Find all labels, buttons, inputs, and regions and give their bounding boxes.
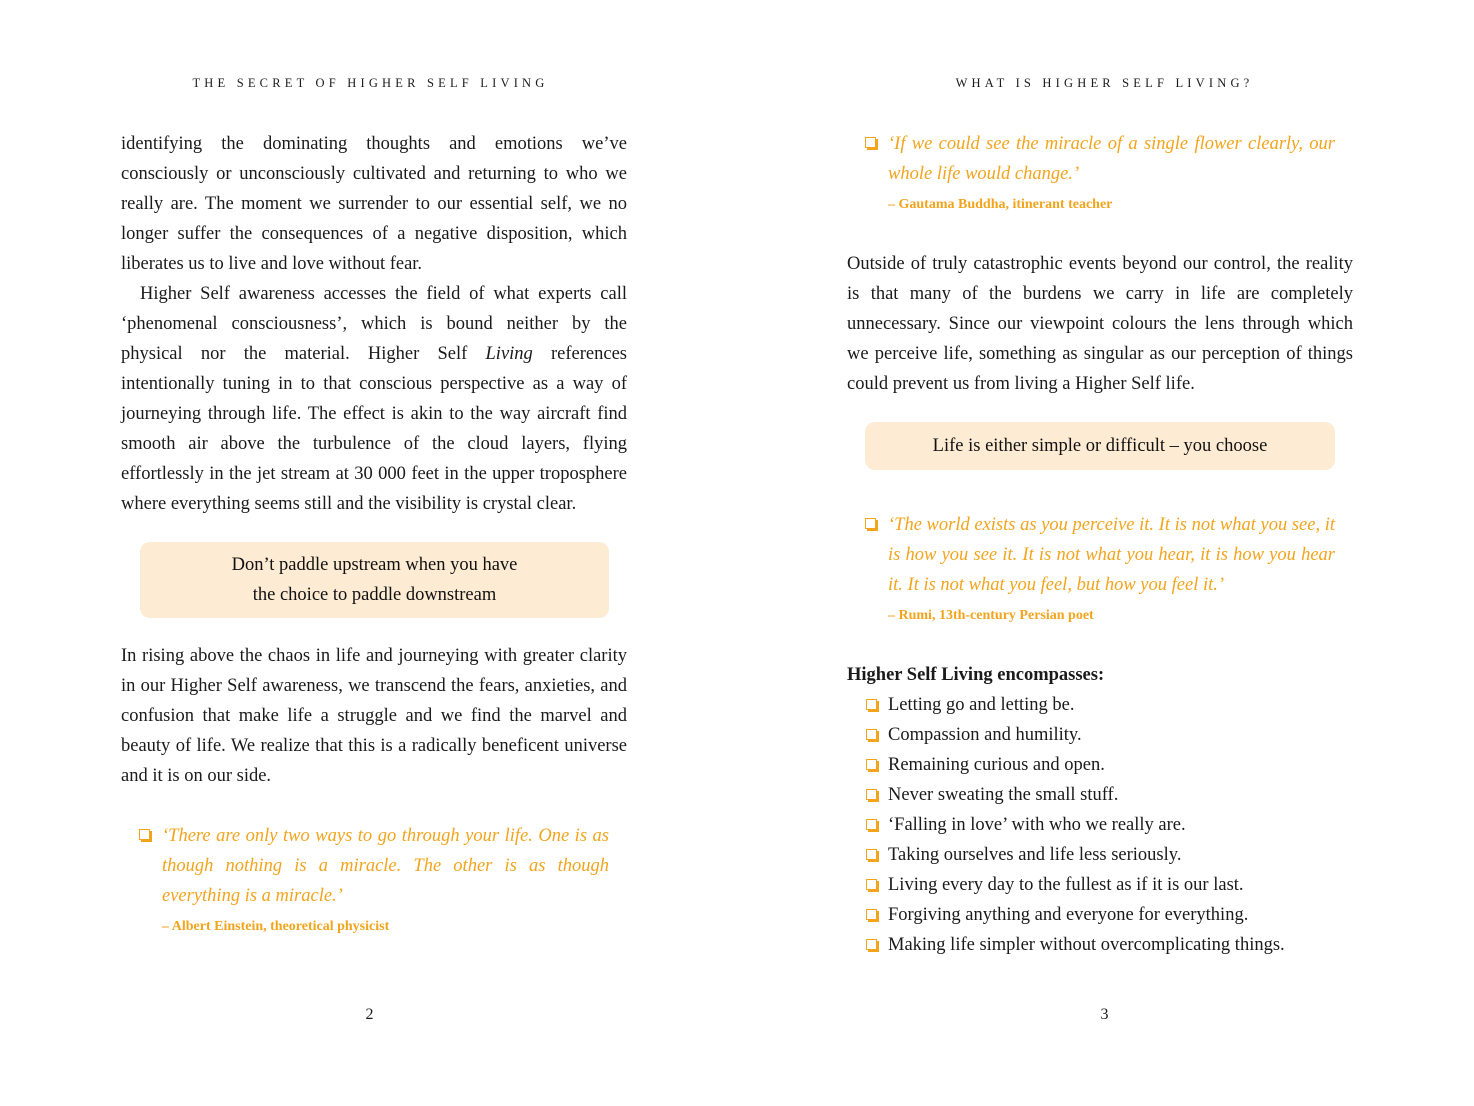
checkbox-icon <box>866 759 877 770</box>
list-item-text: Compassion and humility. <box>888 725 1082 745</box>
running-head: THE SECRET OF HIGHER SELF LIVING <box>192 76 549 90</box>
checkbox-icon <box>866 849 877 860</box>
list-item-text: Forgiving anything and everyone for everything. <box>888 905 1249 925</box>
quote-block <box>121 821 627 937</box>
list-item <box>847 780 1353 810</box>
callout-line: the choice to paddle downstream <box>252 585 497 605</box>
callout-line: Don’t paddle upstream when you have <box>231 555 518 575</box>
paragraph: In rising above the chaos in life and journeying with greater clarity in our Higher Self awareness, we transcend the fears, anxieties, and confusion that make life a struggle and we find the marvel and beauty of life. We realize that this is a radically beneficent universe and it is on our side. <box>121 646 627 786</box>
list-item-text: ‘Falling in love’ with who we really are. <box>888 815 1186 835</box>
paragraph-text: references intentionally tuning in to that conscious perspective as a way of journeying through life. The effect is akin to the way aircraft find smooth air above the turbulence of the cloud layers, flying effortlessly in the jet stream at 30 000 feet in the upper troposphere where everything seems still and the visibility is crystal clear. <box>121 344 627 514</box>
paragraph <box>121 279 627 519</box>
list-item-text: Making life simpler without overcomplicating things. <box>888 935 1285 955</box>
quote-block <box>847 129 1353 215</box>
list-item-text: Living every day to the fullest as if it is our last. <box>888 875 1244 895</box>
list-title: Higher Self Living encompasses: <box>847 665 1105 685</box>
checkbox-icon <box>865 137 876 148</box>
callout-box <box>865 422 1335 470</box>
quote-attribution: – Rumi, 13th-century Persian poet <box>888 608 1094 623</box>
paragraph: identifying the dominating thoughts and emotions we’ve consciously or unconsciously cultivated and returning to who we really are. The moment we surrender to our essential self, we no longer suffer the consequences of a negative disposition, which liberates us to live and love without fear. <box>121 134 627 274</box>
checkbox-icon <box>866 789 877 800</box>
list-item-text: Never sweating the small stuff. <box>888 785 1119 805</box>
quote-text: ‘The world exists as you perceive it. It is not what you see, it is how you see it. It is not what you hear, it is how you hear it. It is not what you feel, but how you feel it.’ <box>888 515 1335 595</box>
callout-box <box>140 542 609 618</box>
page-body <box>847 129 1353 960</box>
list-item-text: Remaining curious and open. <box>888 755 1105 775</box>
list-item <box>847 690 1353 720</box>
checkbox-icon <box>866 729 877 740</box>
bullet-list <box>847 690 1353 960</box>
quote-attribution: – Gautama Buddha, itinerant teacher <box>888 197 1113 212</box>
paragraph: Outside of truly catastrophic events beyond our control, the reality is that many of the burdens we carry in life are completely unnecessary. Since our viewpoint colours the lens through which we perceive life, something as singular as our perception of things could prevent us from living a Higher Self life. <box>847 254 1353 394</box>
quote-text: ‘There are only two ways to go through your life. One is as though nothing is a miracle. The other is as though everything is a miracle.’ <box>162 826 609 906</box>
list-item-text: Letting go and letting be. <box>888 695 1075 715</box>
list-item <box>847 720 1353 750</box>
list-item <box>847 750 1353 780</box>
page-number: 2 <box>365 1006 374 1023</box>
quote-attribution: – Albert Einstein, theoretical physicist <box>162 919 390 934</box>
list-item <box>847 810 1353 840</box>
list-item-text: Taking ourselves and life less seriously. <box>888 845 1182 865</box>
checkbox-icon <box>865 518 876 529</box>
checkbox-icon <box>866 939 877 950</box>
emphasis: Living <box>485 344 533 364</box>
checkbox-icon <box>866 879 877 890</box>
page-number: 3 <box>1100 1006 1109 1023</box>
page-body <box>121 129 627 937</box>
right-page <box>737 0 1474 1106</box>
checkbox-icon <box>866 699 877 710</box>
quote-text: ‘If we could see the miracle of a single flower clearly, our whole life would change.’ <box>888 134 1335 184</box>
list-item <box>847 930 1353 960</box>
checkbox-icon <box>866 909 877 920</box>
list-item <box>847 900 1353 930</box>
running-head: WHAT IS HIGHER SELF LIVING? <box>955 76 1254 90</box>
quote-block <box>847 510 1353 626</box>
checkbox-icon <box>866 819 877 830</box>
paragraph-text: Higher Self awareness accesses the field of what experts call ‘phenomenal consciousness’, which is bound neither by the physical nor the material. Higher Self <box>121 284 627 364</box>
callout-line: Life is either simple or difficult – you choose <box>932 436 1268 456</box>
checkbox-icon <box>139 829 150 840</box>
list-item <box>847 870 1353 900</box>
list-item <box>847 840 1353 870</box>
